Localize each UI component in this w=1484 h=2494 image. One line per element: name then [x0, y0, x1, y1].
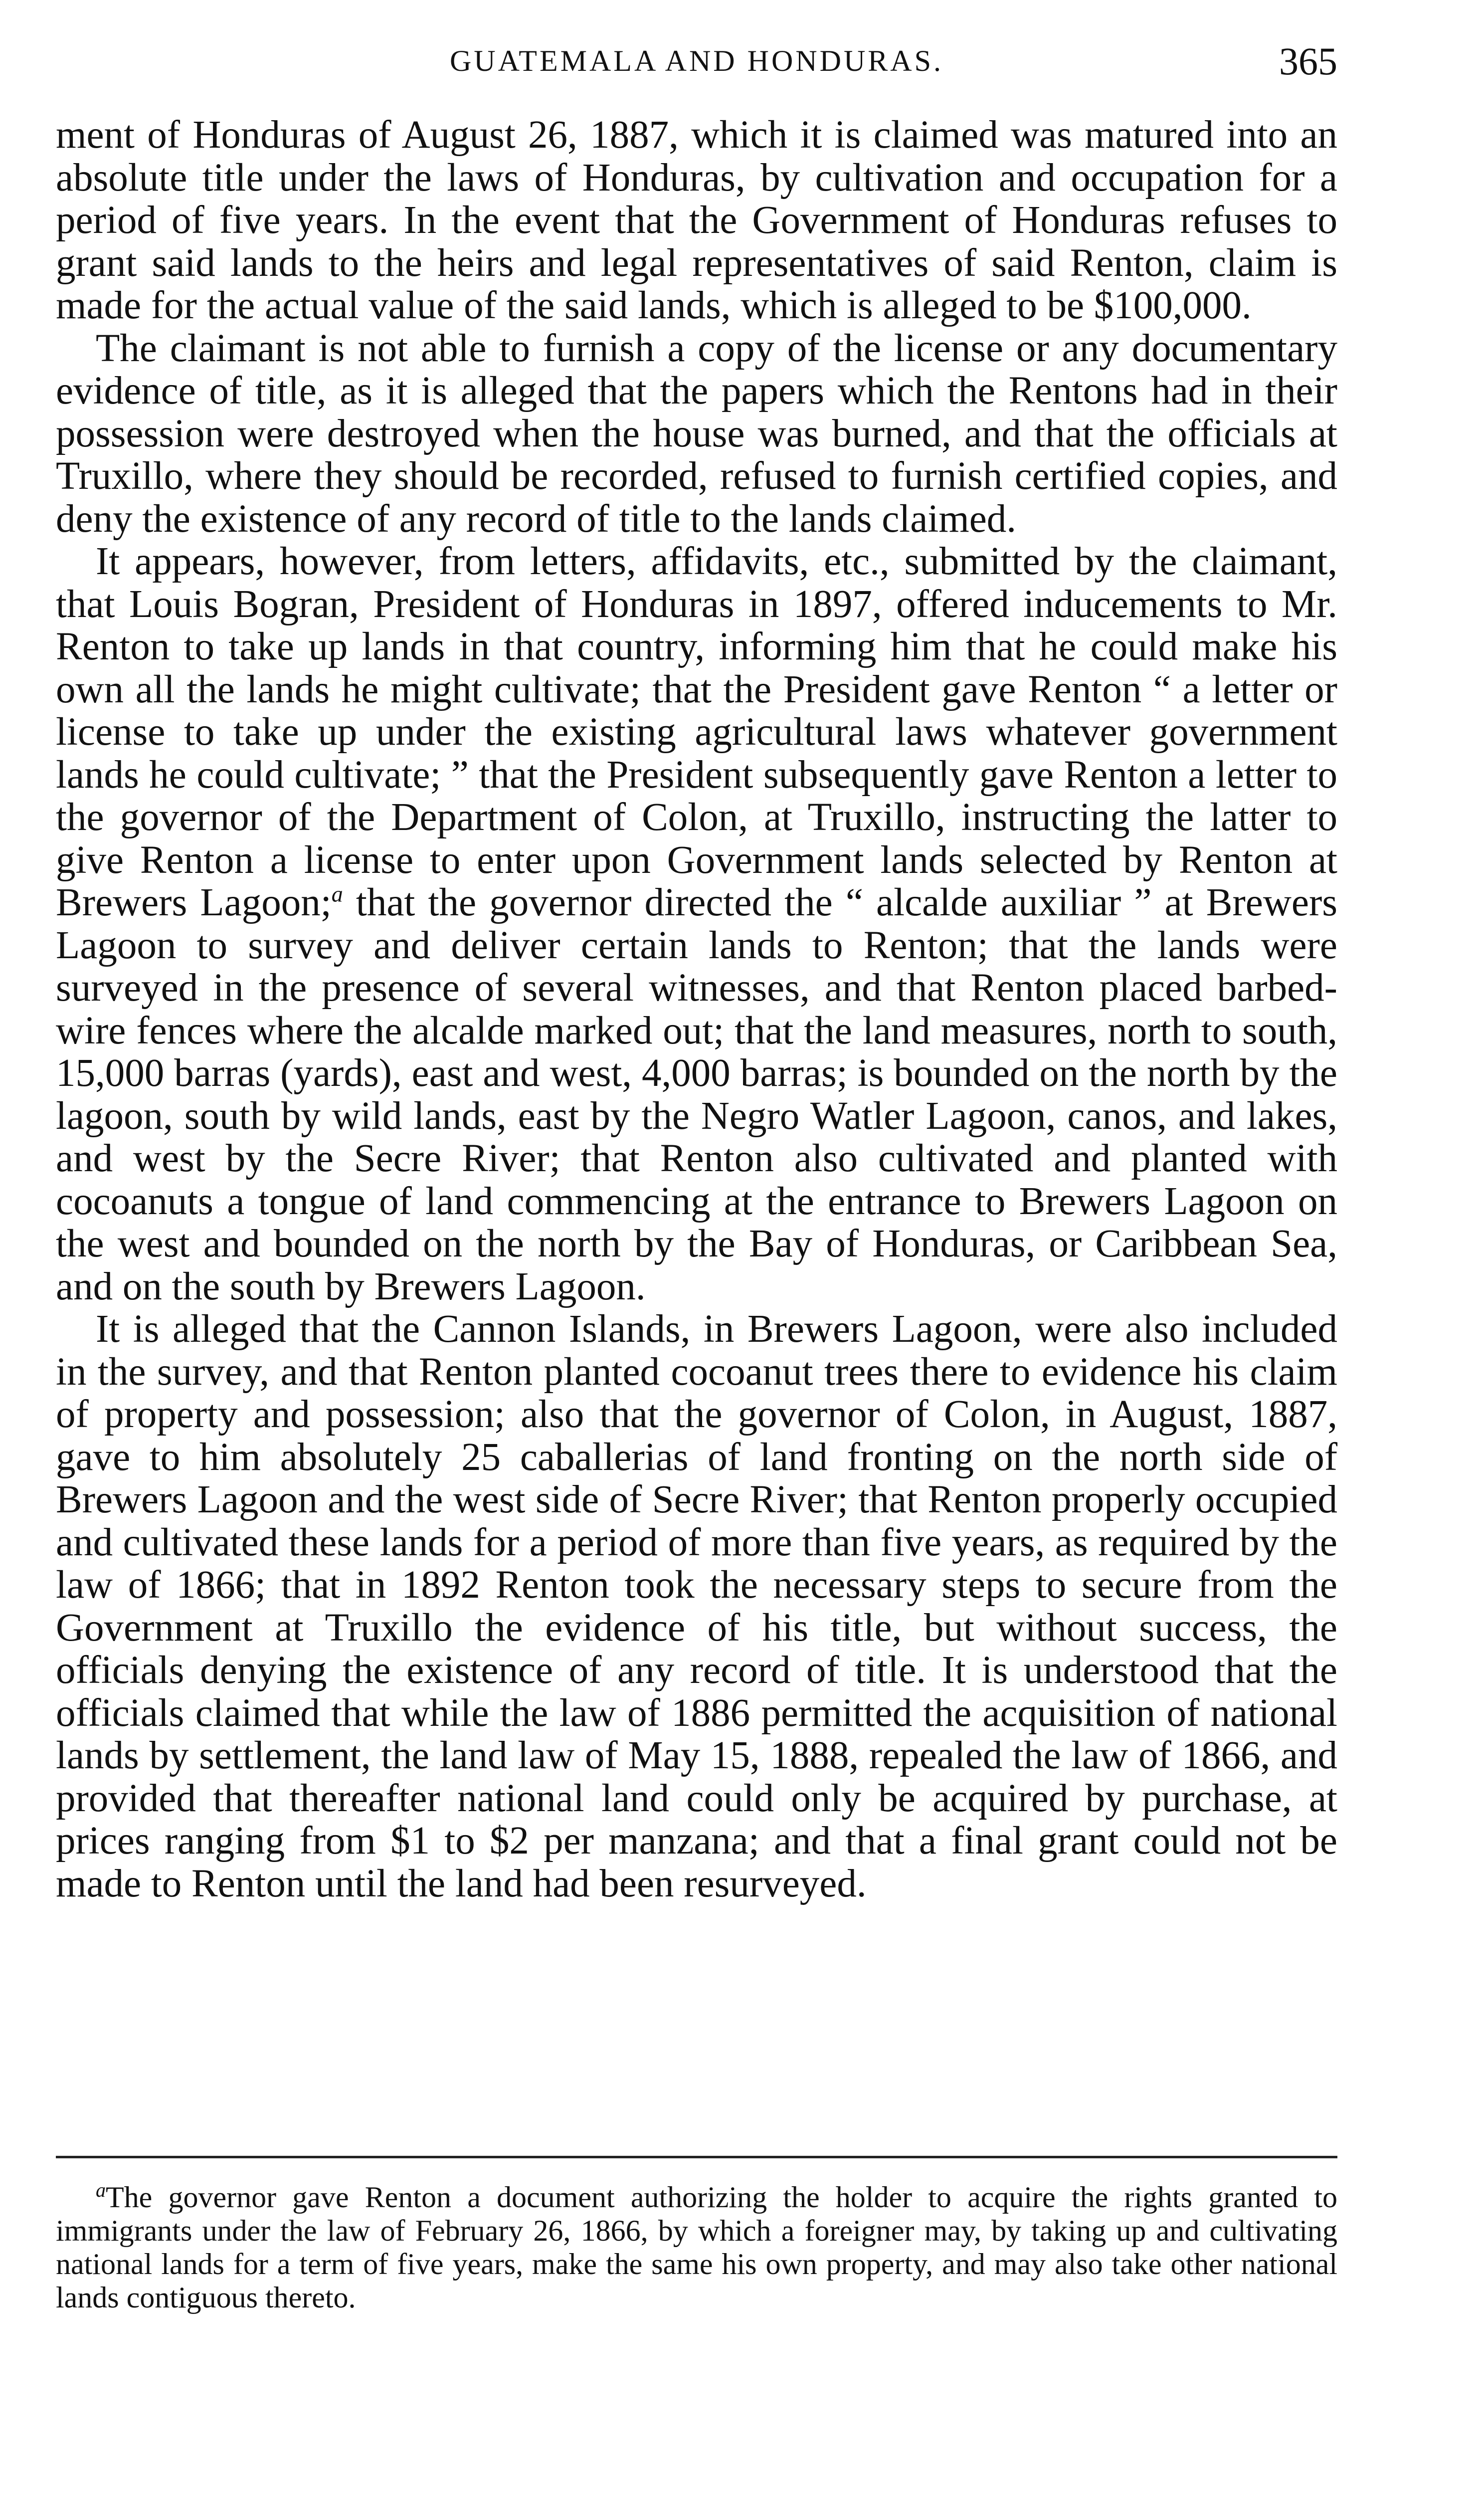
paragraph-1: ment of Honduras of August 26, 1887, which it is claimed was matured into an absolute title under the laws of Honduras, by cultivation and occupation for a period of five years. In the event that the Government of Honduras refuses to grant said lands to the heirs and legal representatives of said Renton, claim is made for the actual value of the said lands, which is alleged to be $100,000. [56, 113, 1337, 327]
body-text [56, 114, 1337, 1905]
paragraph-2: The claimant is not able to furnish a copy of the license or any documentary evidence of title, as it is alleged that the papers which the Rentons had in their possession were destroyed when the house was burned, and that the officials at Truxillo, where they should be recorded, refused to furnish certified copies, and deny the existence of any record of title to the lands claimed. [56, 326, 1337, 541]
paragraph-3-text-before-note: It appears, however, from letters, affidavits, etc., submitted by the claimant, that Louis Bogran, President of Honduras in 1897, offered inducements to Mr. Renton to take up lands in that country, informing him that he could make his own all the lands he might cultivate; that the President gave Renton “ a letter or license to take up under the existing agricultural laws whatever government lands he could cultivate; ” that the President subsequently gave Renton a letter to the governor of the Department of Colon, at Truxillo, instructing the latter to give Renton a license to enter upon Government lands selected by Renton at Brewers Lagoon; [56, 540, 1337, 924]
footnote-mark: a [96, 2179, 106, 2201]
paragraph-3 [56, 540, 1337, 1308]
footnote-text: The governor gave Renton a document authorizing the holder to acquire the rights granted to immigrants under the law of February 26, 1866, by which a foreigner may, by taking up and cultivating national lands for a term of five years, make the same his own property, and may also take other national lands contiguous thereto. [56, 2181, 1337, 2314]
paragraph-3-text-after-note: that the governor directed the “ alcalde auxiliar ” at Brewers Lagoon to survey and deliver certain lands to Renton; that the lands were surveyed in the presence of several witnesses, and that Renton placed barbed-wire fences where the alcalde marked out; that the land measures, north to south, 15,000 barras (yards), east and west, 4,000 barras; is bounded on the north by the lagoon, south by wild lands, east by the Negro Watler Lagoon, canos, and lakes, and west by the Secre River; that Renton also cultivated and planted with cocoanuts a tongue of land commencing at the entrance to Brewers Lagoon on the west and bounded on the north by the Bay of Honduras, or Caribbean Sea, and on the south by Brewers Lagoon. [56, 881, 1338, 1308]
footnotes [56, 2181, 1337, 2314]
footnote-reference-mark: a [331, 881, 343, 907]
footnote-divider [56, 2156, 1337, 2158]
running-title: GUATEMALA AND HONDURAS. [449, 44, 944, 77]
paragraph-4: It is alleged that the Cannon Islands, in Brewers Lagoon, were also included in the survey, and that Renton planted cocoanut trees there to evidence his claim of property and possession; also that the governor of Colon, in August, 1887, gave to him absolutely 25 caballerias of land fronting on the north side of Brewers Lagoon and the west side of Secre River; that Renton properly occupied and cultivated these lands for a period of more than five years, as required by the law of 1866; that in 1892 Renton took the necessary steps to secure from the Government at Truxillo the evidence of his title, but without success, the officials denying the existence of any record of title. It is understood that the officials claimed that while the law of 1886 permitted the acquisition of national lands by settlement, the land law of May 15, 1888, repealed the law of 1866, and provided that thereafter national land could only be acquired by purchase, at prices ranging from $1 to $2 per manzana; and that a final grant could not be made to Renton until the land had been resurveyed. [56, 1307, 1337, 1905]
running-head [56, 39, 1337, 94]
footnote-a [56, 2181, 1337, 2314]
page-number: 365 [1279, 39, 1337, 83]
